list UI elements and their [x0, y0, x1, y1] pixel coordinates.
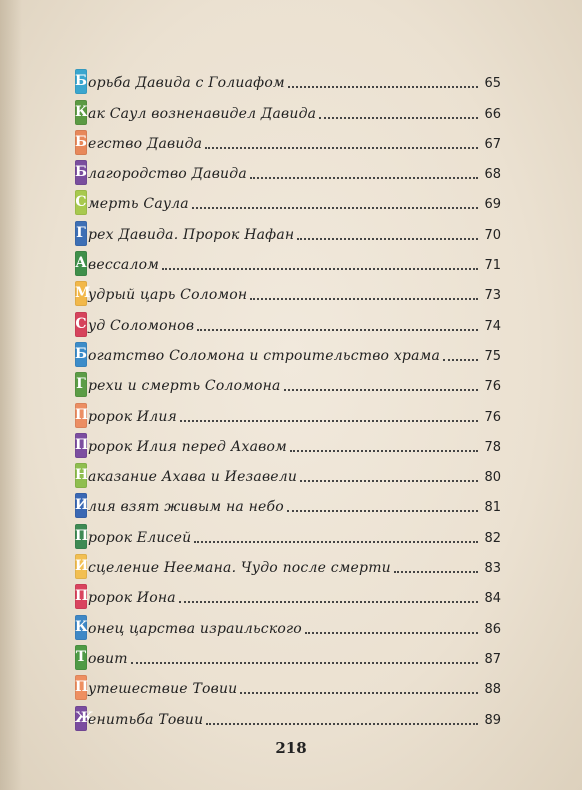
entry-title: уд Соломонов [88, 317, 195, 334]
toc-entry[interactable] [75, 397, 501, 427]
entry-title: орьба Давида с Голиафом [88, 75, 285, 92]
dot-leader [305, 632, 478, 634]
decorative-initial: Т [75, 645, 87, 670]
dot-leader [394, 571, 478, 573]
toc-entry[interactable] [75, 428, 501, 458]
decorative-initial: Б [75, 160, 87, 185]
dot-leader [192, 207, 478, 209]
entry-title: ророк Елисей [88, 529, 192, 546]
dot-leader [319, 117, 478, 119]
toc-entry[interactable] [75, 670, 501, 700]
decorative-initial: И [75, 493, 87, 518]
page-number: 84 [484, 591, 501, 607]
dot-leader [297, 238, 478, 240]
page-number: 80 [484, 470, 501, 486]
dot-leader [180, 420, 478, 422]
dot-leader [290, 450, 478, 452]
decorative-initial: П [75, 403, 87, 428]
decorative-initial: И [75, 554, 87, 579]
toc-entry[interactable] [75, 215, 501, 245]
entry-title: сцеление Неемана. Чудо после смерти [88, 560, 391, 577]
decorative-initial: П [75, 524, 87, 549]
entry-title: мерть Саула [88, 196, 189, 213]
decorative-initial: С [75, 190, 87, 215]
entry-title: рехи и смерть Соломона [88, 378, 281, 395]
entry-title: рех Давида. Пророк Нафан [88, 226, 295, 243]
decorative-initial: П [75, 675, 87, 700]
dot-leader [240, 692, 478, 694]
dot-leader [250, 298, 478, 300]
page-number: 75 [484, 348, 501, 364]
dot-leader [288, 86, 478, 88]
page-folio-number: 218 [275, 739, 307, 757]
page-number: 89 [484, 712, 501, 728]
toc-entry[interactable] [75, 337, 501, 367]
entry-title: удрый царь Соломон [88, 287, 248, 304]
page-number: 76 [484, 379, 501, 395]
entry-title: ророк Иона [88, 590, 176, 607]
decorative-initial: Ж [75, 706, 87, 731]
toc-entry[interactable] [75, 64, 501, 94]
dot-leader [205, 147, 478, 149]
entry-title: лагородство Давида [88, 166, 247, 183]
toc-entry[interactable] [75, 367, 501, 397]
decorative-initial: М [75, 281, 87, 306]
toc-entry[interactable] [75, 94, 501, 124]
decorative-initial: Б [75, 130, 87, 155]
page-number: 83 [484, 561, 501, 577]
table-of-contents [75, 64, 501, 731]
page-number: 74 [484, 318, 501, 334]
page-number: 70 [484, 227, 501, 243]
toc-entry[interactable] [75, 579, 501, 609]
entry-title: енитьба Товии [88, 711, 204, 728]
dot-leader [287, 510, 478, 512]
toc-entry[interactable] [75, 125, 501, 155]
entry-title: ак Саул возненавидел Давида [88, 105, 317, 122]
decorative-initial: П [75, 584, 87, 609]
toc-entry[interactable] [75, 246, 501, 276]
entry-title: лия взят живым на небо [88, 499, 284, 516]
toc-entry[interactable] [75, 488, 501, 518]
decorative-initial: К [75, 615, 87, 640]
toc-entry[interactable] [75, 155, 501, 185]
toc-entry[interactable] [75, 609, 501, 639]
page-number: 78 [484, 439, 501, 455]
page-number: 88 [484, 682, 501, 698]
entry-title: утешествие Товии [88, 681, 238, 698]
page-number: 81 [484, 500, 501, 516]
toc-entry[interactable] [75, 549, 501, 579]
dot-leader [250, 177, 478, 179]
toc-entry[interactable] [75, 458, 501, 488]
dot-leader [284, 389, 478, 391]
page-number: 69 [484, 197, 501, 213]
toc-entry[interactable] [75, 700, 501, 730]
page-number: 66 [484, 106, 501, 122]
toc-entry[interactable] [75, 185, 501, 215]
page-number: 76 [484, 409, 501, 425]
decorative-initial: Н [75, 463, 87, 488]
page-number: 82 [484, 530, 501, 546]
page-number: 86 [484, 621, 501, 637]
page-edge-shadow [0, 0, 22, 790]
dot-leader [443, 359, 478, 361]
dot-leader [131, 662, 478, 664]
dot-leader [194, 541, 478, 543]
decorative-initial: Б [75, 342, 87, 367]
page-number: 67 [484, 136, 501, 152]
page-number: 68 [484, 167, 501, 183]
dot-leader [162, 268, 478, 270]
decorative-initial: А [75, 251, 87, 276]
dot-leader [300, 480, 478, 482]
entry-title: онец царства израильского [88, 620, 302, 637]
page-number: 71 [484, 258, 501, 274]
entry-title: огатство Соломона и строительство храма [88, 347, 440, 364]
dot-leader [197, 329, 478, 331]
decorative-initial: П [75, 433, 87, 458]
entry-title: вессалом [88, 257, 160, 274]
toc-entry[interactable] [75, 518, 501, 548]
toc-entry[interactable] [75, 306, 501, 336]
entry-title: егство Давида [88, 135, 203, 152]
entry-title: ророк Илия перед Ахавом [88, 438, 287, 455]
page-number: 65 [484, 76, 501, 92]
dot-leader [206, 723, 478, 725]
entry-title: ророк Илия [88, 408, 178, 425]
toc-entry[interactable] [75, 640, 501, 670]
entry-title: аказание Ахава и Иезавели [88, 469, 298, 486]
decorative-initial: Б [75, 69, 87, 94]
decorative-initial: С [75, 312, 87, 337]
page-number: 87 [484, 651, 501, 667]
decorative-initial: Г [75, 221, 87, 246]
page-number: 73 [484, 288, 501, 304]
decorative-initial: К [75, 100, 87, 125]
toc-entry[interactable] [75, 276, 501, 306]
decorative-initial: Г [75, 372, 87, 397]
dot-leader [179, 601, 478, 603]
entry-title: овит [88, 650, 128, 667]
